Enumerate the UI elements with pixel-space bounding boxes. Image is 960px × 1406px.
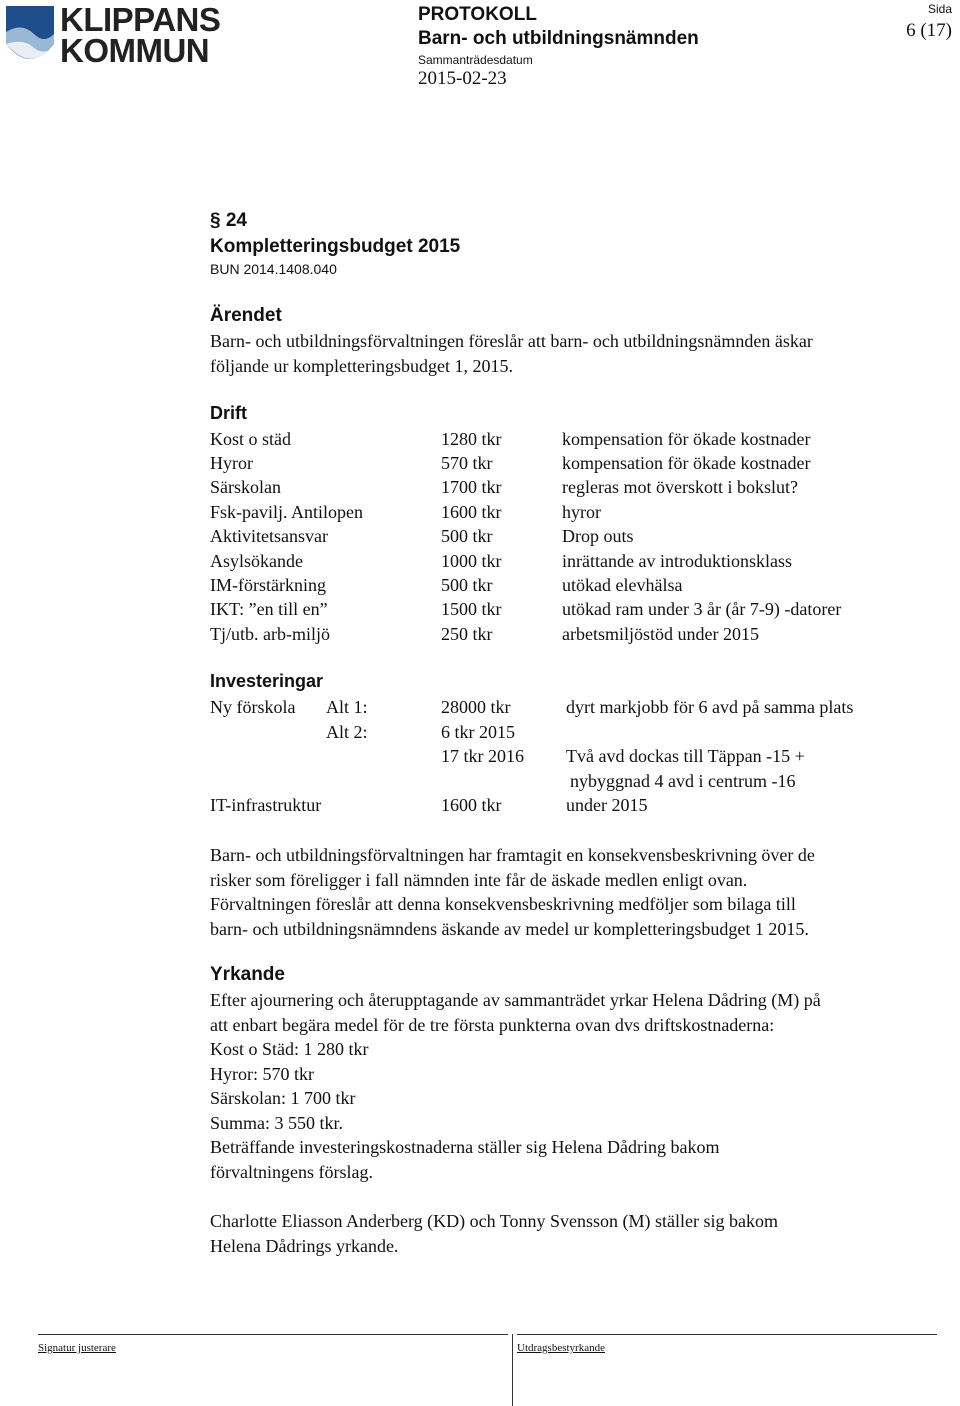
text-line: Charlotte Eliasson Anderberg (KD) och Tonny Svensson (M) ställer sig bakom <box>210 1211 778 1231</box>
document-type: PROTOKOLL <box>418 4 537 25</box>
text-line: följande ur kompletteringsbudget 1, 2015. <box>210 355 513 376</box>
text-line: Efter ajournering och återupptagande av sammanträdet yrkar Helena Dådring (M) på <box>210 990 821 1010</box>
text-line: att enbart begära medel för de tre första punkterna ovan dvs driftskostnaderna: <box>210 1014 775 1035</box>
footer-divider <box>517 1334 937 1335</box>
section-heading-investeringar: Investeringar <box>210 671 324 691</box>
arendet-text <box>210 329 940 378</box>
page-label: Sida <box>927 2 952 16</box>
committee-name: Barn- och utbildningsnämnden <box>418 28 699 49</box>
text-line: Särskolan: 1 700 tkr <box>210 1088 356 1108</box>
section-heading-arendet: Ärendet <box>210 305 282 326</box>
paragraph-number: § 24 <box>210 210 247 231</box>
section-heading-drift: Drift <box>210 403 247 423</box>
yrkande-text <box>210 988 940 1184</box>
logo-emblem-icon <box>4 4 56 66</box>
consequence-paragraph <box>210 843 940 941</box>
text-line: risker som föreligger i fall nämnden inte får de äskade medlen enligt ovan. <box>210 869 748 890</box>
support-statement <box>210 1209 940 1258</box>
signature-field-label: Signatur justerare <box>38 1342 116 1354</box>
text-line: Barn- och utbildningsförvaltningen föreslår att barn- och utbildningsnämnden äskar <box>210 331 813 351</box>
case-title: Kompletteringsbudget 2015 <box>210 236 461 257</box>
meeting-date: 2015-02-23 <box>418 68 507 89</box>
text-line: Helena Dådrings yrkande. <box>210 1235 399 1256</box>
footer-separator <box>512 1334 513 1406</box>
logo-wordmark: KLIPPANS KOMMUN <box>60 1 221 69</box>
text-line: barn- och utbildningsnämndens äskande av medel ur kompletteringsbudget 1 2015. <box>210 918 809 939</box>
text-line: Hyror: 570 tkr <box>210 1063 314 1084</box>
text-line: förvaltningens förslag. <box>210 1161 373 1182</box>
case-reference: BUN 2014.1408.040 <box>210 261 337 277</box>
meeting-date-label: Sammanträdesdatum <box>418 53 533 67</box>
section-heading-yrkande: Yrkande <box>210 964 285 985</box>
text-line: Barn- och utbildningsförvaltningen har framtagit en konsekvensbeskrivning över de <box>210 845 815 865</box>
page-number: 6 (17) <box>906 20 952 41</box>
text-line: Kost o Städ: 1 280 tkr <box>210 1039 369 1059</box>
municipality-logo <box>4 1 221 69</box>
extract-field-label: Utdragsbestyrkande <box>517 1342 605 1354</box>
text-line: Förvaltningen föreslår att denna konsekvensbeskrivning medföljer som bilaga till <box>210 894 796 914</box>
text-line: Beträffande investeringskostnaderna ställer sig Helena Dådring bakom <box>210 1137 720 1157</box>
footer-divider <box>38 1334 508 1335</box>
text-line: Summa: 3 550 tkr. <box>210 1112 344 1133</box>
